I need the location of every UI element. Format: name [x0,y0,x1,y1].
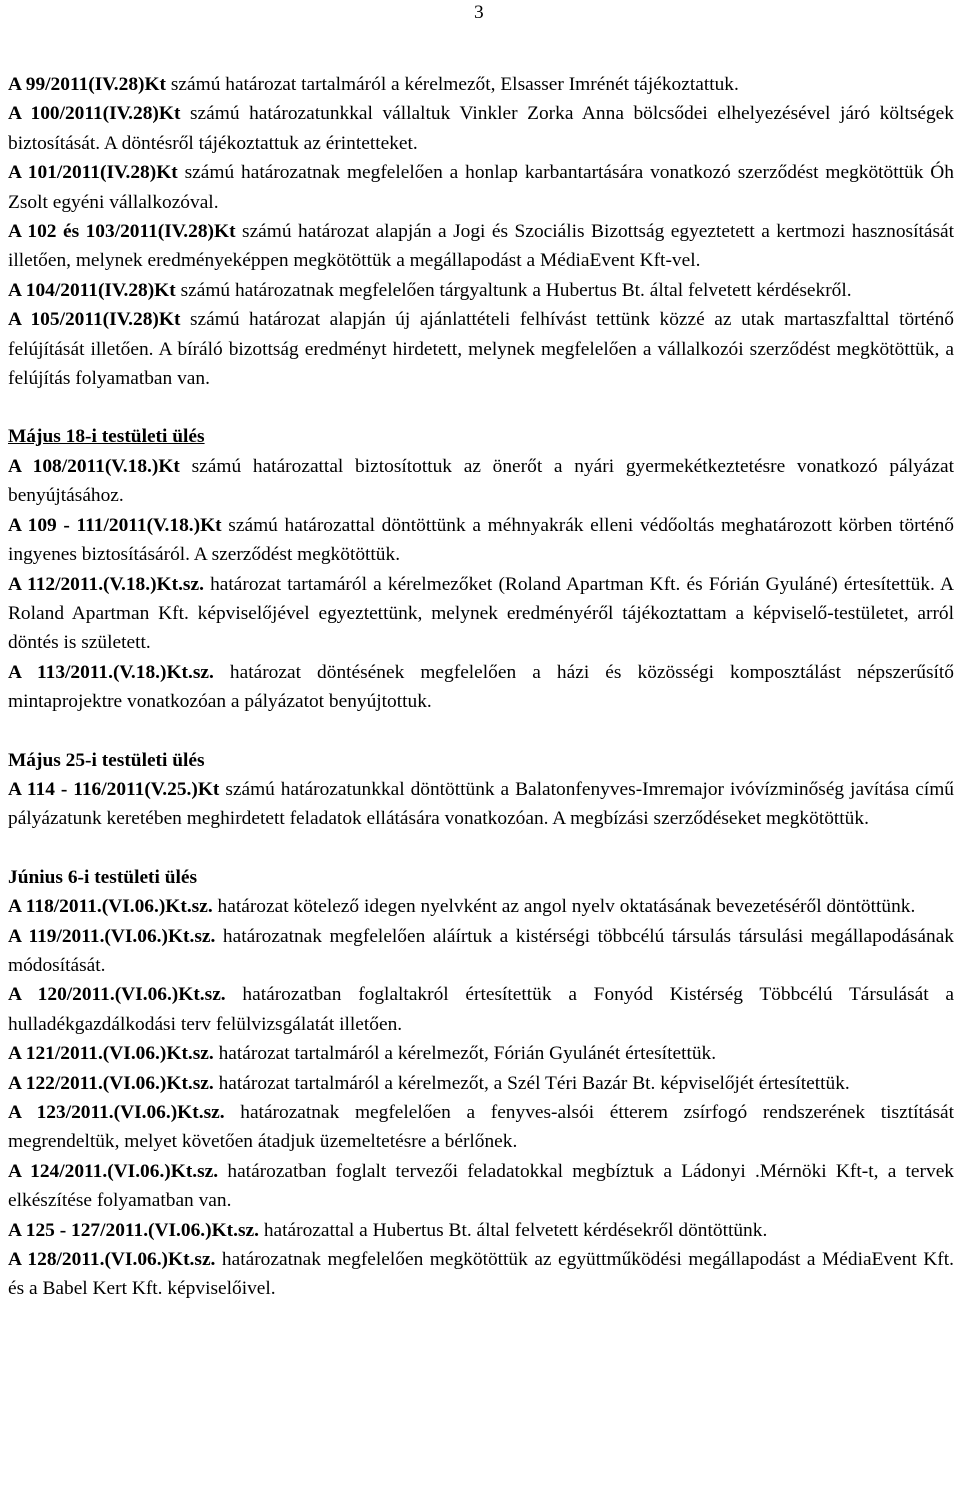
resolution-text: határozatnak megfelelően aláírtuk a kistérségi többcélú társulás társulási megállapodásának módosítását. [8,925,955,976]
resolution-ref: A 118/2011.(VI.06.)Kt.sz. [8,896,213,918]
paragraph-resolution [8,158,954,217]
resolution-text: számú határozat alapján a Jogi és Szociális Bizottság egyeztetett a kertmozi hasznosítását illetően, melynek eredményeképpen megkötöttük a megállapodást a MédiaEvent Kft-vel. [8,221,955,272]
section-spacer [8,834,954,863]
resolution-ref: A 125 - 127/2011.(VI.06.)Kt.sz. [8,1219,259,1241]
resolution-text: számú határozatunkkal vállaltuk Vinkler Zorka Anna bölcsődei elhelyezésével járó költségek biztosítását. A döntésről tájékoztattuk az érintetteket. [8,103,954,154]
paragraph-resolution [8,980,954,1039]
resolution-text: határozatban foglalt tervezői feladatokkal megbíztuk a Ládonyi .Mérnöki Kft-t, a tervek elkészítése folyamatban van. [8,1160,954,1212]
resolution-text: határozat kötelező idegen nyelvként az angol nyelv oktatásának bevezetéséről döntöttünk. [212,896,916,918]
document-body [8,70,954,1304]
section-spacer [8,393,954,422]
paragraph-resolution [8,922,954,981]
paragraph-resolution [8,305,954,393]
resolution-text: számú határozattal döntöttünk a méhnyakrák elleni védőoltás meghatározott körben történő ingyenes biztosításáról. A szerződést megkötöttük. [8,514,954,566]
resolution-text: határozat döntésének megfelelően a házi és közösségi komposztálást népszerűsítő mintaprojektre vonatkozóan a pályázatot benyújtottuk. [8,661,954,713]
resolution-text: határozat tartamáról a kérelmezőket (Roland Apartman Kft. és Fórián Gyuláné) értesítettük. A Roland Apartman Kft. képviselőjével egyeztettünk, melynek eredményéről tájékoztattam a képviselő-testületet, arról döntés is született. [8,573,954,654]
paragraph-resolution [8,1245,954,1304]
resolution-ref: A 119/2011.(VI.06.)Kt.sz. [8,925,216,947]
resolution-ref: A 124/2011.(VI.06.)Kt.sz. [8,1160,219,1182]
resolution-text: határozattal a Hubertus Bt. által felvetett kérdésekről döntöttünk. [259,1219,768,1241]
resolution-text: számú határozat alapján új ajánlattételi felhívást tettünk közzé az utak martaszfalttal történő felújítását illetően. A bíráló bizottság eredményt hirdetett, melynek megfelelően a vállalkozói szerződést megkötöttük, a felújítás folyamatban van. [8,309,954,390]
paragraph-resolution [8,658,954,717]
section-spacer [8,717,954,746]
section-heading-may-25: Május 25-i testületi ülés [8,749,205,771]
paragraph-resolution [8,276,954,305]
paragraph-resolution [8,1216,954,1245]
resolution-ref: A 99/2011(IV.28)Kt [8,74,167,95]
resolution-ref: A 104/2011(IV.28)Kt [8,279,176,301]
paragraph-resolution [8,217,954,276]
paragraph-resolution [8,452,954,511]
resolution-text: határozatban foglaltakról értesítettük a Fonyód Kistérség Többcélú Társulását a hulladékgazdálkodási terv felülvizsgálatát illetően. [8,984,954,1035]
resolution-ref: A 114 - 116/2011(V.25.)Kt [8,778,220,800]
resolution-ref: A 105/2011(IV.28)Kt [8,309,181,331]
paragraph-resolution [8,99,954,158]
section-heading-june-6: Június 6-i testületi ülés [8,866,198,888]
resolution-ref: A 102 és 103/2011(IV.28)Kt [8,221,236,243]
resolution-ref: A 108/2011(V.18.)Kt [8,455,180,477]
resolution-text: számú határozatunkkal döntöttünk a Balatonfenyves-Imremajor ivóvízminőség javítása című pályázatunk keretében meghirdetett feladatok ellátására vonatkozóan. A megbízási szerződéseket megkötöttük. [8,778,954,830]
resolution-text: határozatnak megfelelően megkötöttük az együttműködési megállapodást a MédiaEvent Kft. és a Babel Kert Kft. képviselőivel. [8,1249,954,1300]
resolution-ref: A 100/2011(IV.28)Kt [8,103,181,125]
resolution-text: számú határozatnak megfelelően a honlap karbantartására vonatkozó szerződést megkötöttük Óh Zsolt egyéni vállalkozóval. [8,162,954,213]
paragraph-resolution [8,1069,954,1098]
resolution-ref: A 113/2011.(V.18.)Kt.sz. [8,661,214,683]
resolution-ref: A 112/2011.(V.18.)Kt.sz. [8,573,204,595]
paragraph-resolution [8,775,954,834]
resolution-ref: A 101/2011(IV.28)Kt [8,162,178,184]
paragraph-resolution [8,1039,954,1068]
section-heading-may-18: Május 18-i testületi ülés [8,426,205,448]
resolution-ref: A 121/2011.(VI.06.)Kt.sz. [8,1043,214,1065]
paragraph-resolution [8,511,954,570]
resolution-text: határozat tartalmáról a kérelmezőt, Fórián Gyulánét értesítettük. [213,1043,717,1065]
resolution-ref: A 123/2011.(VI.06.)Kt.sz. [8,1102,225,1123]
resolution-ref: A 109 - 111/2011(V.18.)Kt [8,514,222,536]
resolution-text: határozatnak megfelelően a fenyves-alsói étterem zsírfogó rendszerének tisztítását megrendeltük, melyet követően átadjuk üzemeltetésre a bérlőnek. [8,1102,955,1153]
paragraph-resolution [8,1157,954,1216]
resolution-text: számú határozat tartalmáról a kérelmezőt, Elsasser Imrénét tájékoztattuk. [166,74,739,95]
resolution-ref: A 120/2011.(VI.06.)Kt.sz. [8,984,226,1006]
paragraph-resolution [8,570,954,658]
resolution-text: határozat tartalmáról a kérelmezőt, a Szél Téri Bazár Bt. képviselőjét értesítettük. [213,1072,850,1094]
resolution-text: számú határozatnak megfelelően tárgyaltunk a Hubertus Bt. által felvetett kérdésekről. [175,279,852,301]
resolution-text: számú határozattal biztosítottuk az önerőt a nyári gyermekétkeztetésre vonatkozó pályázat benyújtásához. [8,455,954,507]
resolution-ref: A 122/2011.(VI.06.)Kt.sz. [8,1072,214,1094]
resolution-ref: A 128/2011.(VI.06.)Kt.sz. [8,1249,216,1271]
paragraph-resolution [8,1098,954,1157]
page-number: 3 [474,2,484,23]
paragraph-resolution [8,70,954,99]
paragraph-resolution [8,892,954,921]
